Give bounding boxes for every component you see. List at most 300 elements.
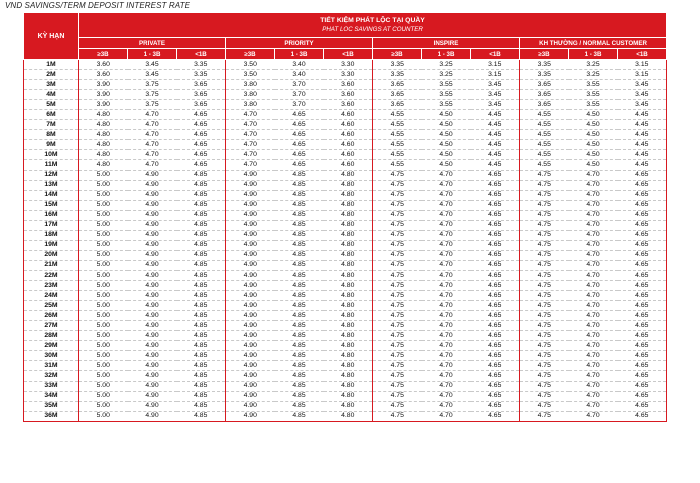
rate-cell: 5.00: [79, 331, 128, 341]
rate-cell: 4.80: [324, 240, 373, 250]
table-row: [24, 401, 667, 411]
rate-cell: 4.90: [128, 220, 177, 230]
table-row: [24, 270, 667, 280]
rate-cell: 4.70: [569, 250, 618, 260]
rate-cell: 4.70: [569, 170, 618, 180]
rate-cell: 5.00: [79, 200, 128, 210]
rate-cell: 4.75: [373, 301, 422, 311]
rate-cell: 4.70: [226, 120, 275, 130]
rate-cell: 3.55: [569, 90, 618, 100]
rate-cell: 4.45: [618, 120, 667, 130]
rate-cell: 4.70: [569, 361, 618, 371]
rate-cell: 5.00: [79, 351, 128, 361]
rate-cell: 4.75: [520, 341, 569, 351]
rate-cell: 4.85: [177, 361, 226, 371]
rate-cell: 3.35: [177, 70, 226, 80]
rate-cell: 4.60: [324, 150, 373, 160]
rate-cell: 4.90: [226, 180, 275, 190]
interest-rate-table: [23, 12, 667, 422]
rate-cell: 4.65: [471, 301, 520, 311]
tenor-cell: 22M: [24, 270, 79, 280]
rate-cell: 4.85: [275, 210, 324, 220]
tenor-cell: 18M: [24, 230, 79, 240]
rate-cell: 4.70: [569, 391, 618, 401]
table-row: [24, 331, 667, 341]
rate-cell: 4.70: [569, 240, 618, 250]
rate-cell: 5.00: [79, 250, 128, 260]
rate-cell: 4.70: [569, 270, 618, 280]
rate-cell: 3.45: [618, 90, 667, 100]
rate-cell: 4.60: [324, 130, 373, 140]
rate-cell: 4.80: [324, 190, 373, 200]
rate-cell: 4.90: [128, 281, 177, 291]
rate-cell: 4.75: [520, 281, 569, 291]
rate-cell: 4.45: [618, 140, 667, 150]
rate-cell: 4.75: [373, 250, 422, 260]
rate-cell: 3.50: [226, 70, 275, 80]
tenor-cell: 10M: [24, 150, 79, 160]
rate-cell: 4.65: [471, 411, 520, 421]
rate-cell: 3.25: [422, 70, 471, 80]
rate-cell: 4.75: [520, 230, 569, 240]
rate-cell: 3.50: [226, 60, 275, 70]
tenor-cell: 35M: [24, 401, 79, 411]
rate-cell: 4.75: [373, 381, 422, 391]
rate-cell: 4.45: [471, 140, 520, 150]
rate-cell: 4.65: [618, 341, 667, 351]
rate-cell: 4.65: [471, 281, 520, 291]
rate-cell: 4.90: [128, 270, 177, 280]
rate-cell: 5.00: [79, 311, 128, 321]
rate-cell: 5.00: [79, 381, 128, 391]
rate-cell: 4.45: [618, 160, 667, 170]
rate-cell: 4.65: [618, 240, 667, 250]
rate-cell: 4.90: [128, 291, 177, 301]
rate-cell: 4.65: [275, 110, 324, 120]
rate-cell: 4.70: [422, 311, 471, 321]
rate-cell: 4.70: [569, 341, 618, 351]
rate-cell: 4.65: [618, 351, 667, 361]
rate-cell: 4.50: [569, 150, 618, 160]
rate-cell: 4.70: [422, 301, 471, 311]
rate-cell: 4.65: [618, 210, 667, 220]
rate-cell: 4.85: [275, 301, 324, 311]
tenor-cell: 14M: [24, 190, 79, 200]
rate-cell: 4.55: [520, 120, 569, 130]
rate-cell: 4.80: [324, 260, 373, 270]
rate-cell: 4.70: [422, 260, 471, 270]
rate-cell: 4.50: [569, 110, 618, 120]
rate-cell: 3.60: [79, 60, 128, 70]
rate-cell: 4.85: [177, 240, 226, 250]
table-row: [24, 381, 667, 391]
rate-cell: 4.90: [226, 230, 275, 240]
rate-cell: 4.65: [618, 230, 667, 240]
table-row: [24, 291, 667, 301]
rate-cell: 4.55: [520, 110, 569, 120]
rate-cell: 4.75: [520, 351, 569, 361]
tenor-cell: 25M: [24, 301, 79, 311]
subcol-header: <1B: [618, 49, 667, 60]
rate-cell: 3.35: [373, 70, 422, 80]
rate-cell: 4.65: [618, 411, 667, 421]
rate-cell: 4.65: [471, 401, 520, 411]
rate-cell: 4.90: [128, 230, 177, 240]
rate-cell: 3.65: [177, 80, 226, 90]
table-row: [24, 200, 667, 210]
rate-cell: 4.50: [422, 120, 471, 130]
rate-cell: 4.75: [520, 391, 569, 401]
rate-cell: 4.65: [275, 160, 324, 170]
rate-cell: 4.65: [275, 130, 324, 140]
rate-cell: 4.90: [128, 301, 177, 311]
rate-cell: 4.70: [422, 170, 471, 180]
rate-cell: 4.90: [128, 371, 177, 381]
rate-cell: 4.85: [275, 220, 324, 230]
rate-cell: 4.80: [324, 200, 373, 210]
rate-cell: 4.85: [177, 220, 226, 230]
rate-cell: 4.80: [324, 301, 373, 311]
rate-cell: 4.85: [275, 180, 324, 190]
rate-cell: 3.30: [324, 60, 373, 70]
rate-cell: 3.90: [79, 90, 128, 100]
rate-cell: 4.80: [79, 140, 128, 150]
rate-cell: 4.85: [275, 260, 324, 270]
rate-cell: 4.75: [373, 391, 422, 401]
tenor-cell: 16M: [24, 210, 79, 220]
tenor-cell: 21M: [24, 260, 79, 270]
rate-cell: 4.85: [177, 260, 226, 270]
rate-cell: 4.65: [471, 180, 520, 190]
rate-cell: 4.75: [373, 220, 422, 230]
table-row: [24, 341, 667, 351]
rate-cell: 4.65: [177, 140, 226, 150]
rate-cell: 4.45: [618, 110, 667, 120]
rate-cell: 4.85: [275, 170, 324, 180]
rate-cell: 3.65: [520, 100, 569, 110]
rate-cell: 4.70: [226, 130, 275, 140]
rate-cell: 5.00: [79, 260, 128, 270]
tenor-cell: 15M: [24, 200, 79, 210]
rate-cell: 4.50: [422, 130, 471, 140]
rate-cell: 4.70: [569, 210, 618, 220]
rate-cell: 5.00: [79, 230, 128, 240]
rate-cell: 4.70: [569, 371, 618, 381]
rate-cell: 4.70: [569, 321, 618, 331]
rate-cell: 4.90: [226, 301, 275, 311]
rate-cell: 4.65: [177, 130, 226, 140]
subcol-header: <1B: [177, 49, 226, 60]
table-row: [24, 361, 667, 371]
rate-cell: 5.00: [79, 190, 128, 200]
rate-cell: 4.80: [324, 180, 373, 190]
rate-cell: 4.85: [177, 391, 226, 401]
rate-cell: 5.00: [79, 361, 128, 371]
rate-cell: 3.15: [471, 60, 520, 70]
rate-cell: 4.90: [128, 361, 177, 371]
rate-cell: 4.60: [324, 120, 373, 130]
rate-cell: 4.80: [324, 331, 373, 341]
rate-cell: 4.70: [569, 230, 618, 240]
rate-cell: 4.70: [422, 230, 471, 240]
rate-cell: 4.75: [373, 260, 422, 270]
rate-cell: 4.75: [520, 331, 569, 341]
rate-cell: 4.75: [373, 311, 422, 321]
rate-cell: 4.45: [618, 150, 667, 160]
rate-cell: 4.80: [324, 311, 373, 321]
rate-cell: 3.65: [177, 90, 226, 100]
product-subtitle: PHAT LOC SAVINGS AT COUNTER: [322, 26, 423, 33]
tenor-cell: 12M: [24, 170, 79, 180]
subcol-header: 1 - 3B: [569, 49, 618, 60]
rate-cell: 4.50: [422, 140, 471, 150]
rate-cell: 4.80: [324, 291, 373, 301]
rate-cell: 4.90: [226, 371, 275, 381]
rate-cell: 4.80: [324, 401, 373, 411]
rate-cell: 4.70: [128, 140, 177, 150]
rate-cell: 4.65: [471, 341, 520, 351]
table-row: [24, 100, 667, 110]
rate-cell: 4.75: [520, 250, 569, 260]
rate-cell: 4.80: [324, 321, 373, 331]
rate-cell: 4.75: [520, 301, 569, 311]
rate-cell: 4.80: [324, 391, 373, 401]
rate-cell: 3.55: [569, 100, 618, 110]
rate-cell: 4.65: [618, 200, 667, 210]
rate-cell: 4.75: [520, 361, 569, 371]
table-row: [24, 130, 667, 140]
rate-cell: 4.75: [520, 260, 569, 270]
table-row: [24, 140, 667, 150]
rate-cell: 4.85: [275, 361, 324, 371]
rate-cell: 4.65: [275, 140, 324, 150]
rate-cell: 3.45: [618, 100, 667, 110]
rate-cell: 4.65: [471, 200, 520, 210]
rate-cell: 3.15: [618, 70, 667, 80]
rate-cell: 4.75: [373, 210, 422, 220]
rate-cell: 4.80: [324, 250, 373, 260]
rate-cell: 4.55: [373, 120, 422, 130]
rate-cell: 3.60: [79, 70, 128, 80]
table-row: [24, 301, 667, 311]
tenor-cell: 13M: [24, 180, 79, 190]
rate-cell: 4.65: [618, 361, 667, 371]
rate-cell: 4.85: [177, 321, 226, 331]
tenor-cell: 32M: [24, 371, 79, 381]
rate-cell: 4.70: [422, 220, 471, 230]
rate-cell: 4.70: [569, 281, 618, 291]
rate-cell: 4.70: [569, 291, 618, 301]
rate-cell: 3.65: [520, 90, 569, 100]
rate-cell: 4.65: [471, 381, 520, 391]
rate-cell: 4.90: [128, 321, 177, 331]
rate-cell: 4.70: [422, 331, 471, 341]
rate-cell: 3.45: [618, 80, 667, 90]
rate-cell: 4.65: [471, 220, 520, 230]
rate-cell: 4.70: [422, 371, 471, 381]
rate-cell: 4.90: [226, 401, 275, 411]
rate-cell: 3.90: [79, 100, 128, 110]
rate-cell: 4.90: [128, 341, 177, 351]
rate-cell: 4.65: [177, 120, 226, 130]
rate-cell: 4.70: [569, 200, 618, 210]
rate-cell: 4.90: [128, 250, 177, 260]
rate-cell: 4.75: [373, 401, 422, 411]
tenor-cell: 19M: [24, 240, 79, 250]
rate-cell: 3.35: [520, 70, 569, 80]
rate-cell: 4.70: [569, 331, 618, 341]
rate-cell: 4.70: [422, 210, 471, 220]
rate-cell: 4.75: [373, 371, 422, 381]
subcol-header: ≥3B: [520, 49, 569, 60]
rate-cell: 4.90: [128, 240, 177, 250]
rate-cell: 4.85: [177, 170, 226, 180]
tenor-cell: 26M: [24, 311, 79, 321]
table-row: [24, 120, 667, 130]
rate-cell: 4.75: [520, 200, 569, 210]
rate-cell: 4.80: [324, 351, 373, 361]
rate-cell: 4.90: [128, 311, 177, 321]
rate-cell: 4.65: [618, 291, 667, 301]
rate-cell: 4.70: [422, 321, 471, 331]
rate-cell: 3.45: [471, 100, 520, 110]
rate-cell: 3.40: [275, 60, 324, 70]
tenor-cell: 9M: [24, 140, 79, 150]
rate-cell: 4.85: [275, 281, 324, 291]
rate-cell: 4.70: [226, 110, 275, 120]
rate-cell: 3.60: [324, 80, 373, 90]
rate-cell: 4.70: [128, 130, 177, 140]
rate-cell: 4.70: [422, 361, 471, 371]
rate-cell: 4.85: [275, 190, 324, 200]
rate-cell: 4.45: [471, 160, 520, 170]
rate-cell: 4.80: [79, 110, 128, 120]
rate-cell: 4.85: [275, 331, 324, 341]
rate-cell: 3.35: [177, 60, 226, 70]
table-row: [24, 170, 667, 180]
rate-cell: 4.55: [373, 110, 422, 120]
rate-cell: 5.00: [79, 321, 128, 331]
tenor-cell: 28M: [24, 331, 79, 341]
rate-cell: 4.90: [226, 250, 275, 260]
rate-cell: 4.85: [177, 200, 226, 210]
rate-cell: 4.70: [422, 391, 471, 401]
rate-cell: 4.85: [177, 341, 226, 351]
rate-cell: 4.75: [373, 341, 422, 351]
rate-cell: 4.70: [422, 180, 471, 190]
rate-cell: 4.65: [471, 190, 520, 200]
rate-cell: 4.70: [569, 301, 618, 311]
rate-cell: 4.85: [177, 311, 226, 321]
rate-cell: 3.25: [569, 60, 618, 70]
rate-cell: 4.65: [471, 361, 520, 371]
rate-cell: 4.70: [422, 200, 471, 210]
rate-cell: 4.70: [226, 150, 275, 160]
rate-cell: 4.85: [275, 311, 324, 321]
rate-cell: 4.85: [275, 341, 324, 351]
table-row: [24, 70, 667, 80]
rate-cell: 4.80: [324, 381, 373, 391]
rate-cell: 3.45: [471, 90, 520, 100]
rate-cell: 5.00: [79, 401, 128, 411]
tenor-cell: 2M: [24, 70, 79, 80]
tenor-cell: 23M: [24, 281, 79, 291]
rate-cell: 3.65: [520, 80, 569, 90]
tenor-cell: 30M: [24, 351, 79, 361]
rate-cell: 4.70: [422, 381, 471, 391]
rate-cell: 4.50: [422, 110, 471, 120]
rate-cell: 4.90: [226, 240, 275, 250]
rate-cell: 4.70: [422, 401, 471, 411]
tenor-cell: 5M: [24, 100, 79, 110]
rate-cell: 4.70: [422, 411, 471, 421]
rate-cell: 5.00: [79, 180, 128, 190]
rate-cell: 3.65: [373, 100, 422, 110]
rate-cell: 4.90: [128, 351, 177, 361]
rate-cell: 4.75: [373, 281, 422, 291]
rate-cell: 4.85: [275, 401, 324, 411]
rate-cell: 4.90: [128, 190, 177, 200]
rate-cell: 4.85: [275, 371, 324, 381]
rate-cell: 4.90: [226, 291, 275, 301]
rate-cell: 4.50: [569, 140, 618, 150]
rate-cell: 4.75: [520, 170, 569, 180]
rate-cell: 4.90: [226, 361, 275, 371]
rate-cell: 4.75: [373, 240, 422, 250]
tenor-cell: 34M: [24, 391, 79, 401]
rate-cell: 4.90: [128, 260, 177, 270]
rate-cell: 4.85: [275, 321, 324, 331]
tenor-cell: 33M: [24, 381, 79, 391]
table-row: [24, 180, 667, 190]
table-row: [24, 321, 667, 331]
rate-cell: 3.30: [324, 70, 373, 80]
rate-cell: 4.90: [226, 391, 275, 401]
rate-cell: 4.80: [324, 361, 373, 371]
rate-cell: 4.70: [226, 140, 275, 150]
rate-cell: 4.55: [520, 130, 569, 140]
rate-cell: 4.85: [177, 230, 226, 240]
rate-cell: 3.65: [177, 100, 226, 110]
rate-cell: 4.55: [520, 160, 569, 170]
rate-cell: 4.85: [177, 301, 226, 311]
tenor-cell: 24M: [24, 291, 79, 301]
rate-cell: 4.65: [618, 281, 667, 291]
table-row: [24, 210, 667, 220]
rate-cell: 3.80: [226, 90, 275, 100]
rate-cell: 4.80: [324, 281, 373, 291]
rate-cell: 3.45: [128, 60, 177, 70]
rate-cell: 4.55: [520, 150, 569, 160]
rate-cell: 4.75: [373, 170, 422, 180]
table-row: [24, 80, 667, 90]
rate-cell: 4.90: [128, 331, 177, 341]
table-body: [24, 60, 667, 422]
rate-cell: 4.80: [324, 411, 373, 421]
rate-cell: 3.70: [275, 80, 324, 90]
rate-cell: 4.45: [471, 150, 520, 160]
rate-cell: 4.65: [471, 240, 520, 250]
rate-cell: 4.55: [373, 140, 422, 150]
document-title: VND SAVINGS/TERM DEPOSIT INTEREST RATE: [5, 1, 191, 10]
rate-cell: 4.80: [79, 150, 128, 160]
rate-cell: 4.85: [177, 411, 226, 421]
rate-cell: 4.80: [324, 220, 373, 230]
rate-cell: 3.15: [471, 70, 520, 80]
subcol-header: <1B: [471, 49, 520, 60]
rate-cell: 4.85: [177, 210, 226, 220]
product-title-header: [79, 13, 667, 38]
